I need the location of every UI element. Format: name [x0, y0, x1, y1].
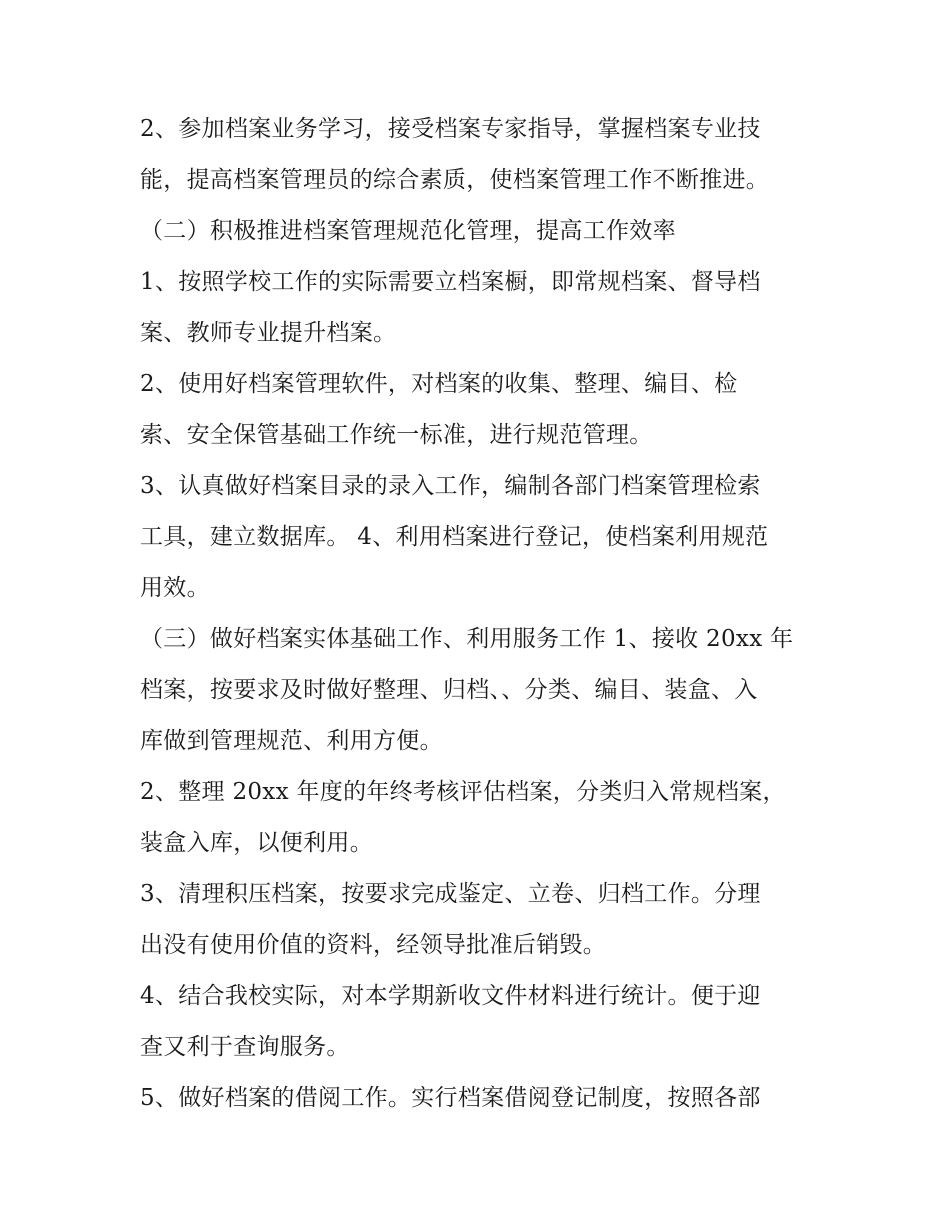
text-line: 能，提高档案管理员的综合素质，使档案管理工作不断推进。 [140, 167, 770, 193]
section-heading: （二）积极推进档案管理规范化管理，提高工作效率 [140, 218, 676, 244]
text-line: 索、安全保管基础工作统一标准，进行规范管理。 [140, 422, 653, 448]
text-line: 5、做好档案的借阅工作。实行档案借阅登记制度，按照各部 [140, 1085, 761, 1111]
text-line: 4、结合我校实际，对本学期新收文件材料进行统计。便于迎 [140, 983, 761, 1009]
text-line: 1、按照学校工作的实际需要立档案橱，即常规档案、督导档 [140, 269, 761, 295]
text-line: 档案，按要求及时做好整理、归档、、分类、编目、装盒、入 [140, 677, 758, 703]
text-line: 出没有使用价值的资料，经领导批准后销毁。 [140, 932, 606, 958]
text-line: 库做到管理规范、利用方便。 [140, 728, 443, 754]
text-line: 3、认真做好档案目录的录入工作，编制各部门档案管理检索 [140, 473, 761, 499]
text-line: 查又利于查询服务。 [140, 1034, 350, 1060]
text-line: 3、清理积压档案，按要求完成鉴定、立卷、归档工作。分理 [140, 881, 761, 907]
text-line: 工具，建立数据库。 4、利用档案进行登记，使档案利用规范 [140, 524, 769, 550]
text-line: 案、教师专业提升档案。 [140, 320, 397, 346]
section-heading: （三）做好档案实体基础工作、利用服务工作 1、接收 20xx 年 [140, 626, 794, 652]
text-line: 2、整理 20xx 年度的年终考核评估档案，分类归入常规档案， [140, 779, 786, 805]
text-line: 2、使用好档案管理软件，对档案的收集、整理、编目、检 [140, 371, 738, 397]
document-body [140, 104, 820, 1124]
text-line: 2、参加档案业务学习，接受档案专家指导，掌握档案专业技 [140, 116, 761, 142]
text-line: 用效。 [140, 575, 210, 601]
text-line: 装盒入库，以便利用。 [140, 830, 373, 856]
